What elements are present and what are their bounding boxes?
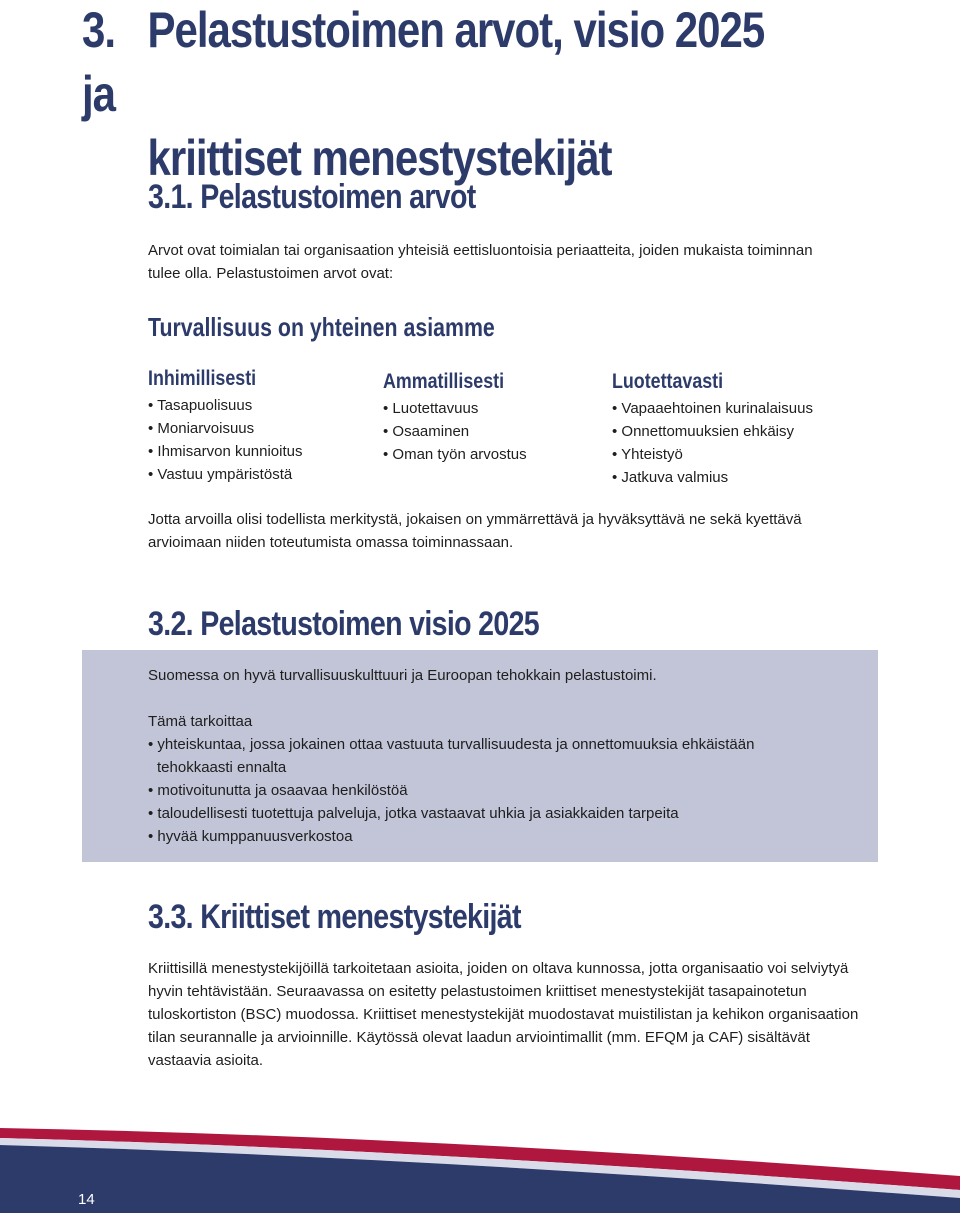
section-heading-vision: 3.2. Pelastustoimen visio 2025 (148, 605, 539, 643)
chapter-title-line1 (82, 0, 804, 126)
vision-content (148, 664, 868, 848)
section-heading-values: 3.1. Pelastustoimen arvot (148, 178, 476, 216)
values-intro-line1: Arvot ovat toimialan tai organisaation yhteisiä eettisluontoisia periaatteita, joiden mukaista toiminnan (148, 242, 813, 259)
section-heading-csf: 3.3. Kriittiset menestystekijät (148, 898, 521, 936)
values-headline: Turvallisuus on yhteinen asiamme (148, 312, 495, 342)
values-list (148, 394, 303, 486)
values-column-professional (383, 369, 527, 466)
values-intro-line2: tulee olla. Pelastustoimen arvot ovat: (148, 265, 394, 282)
value-item: • Oman työn arvostus (383, 443, 527, 466)
chapter-number: 3. (82, 2, 116, 58)
values-closing-line1: Jotta arvoilla olisi todellista merkitystä, jokaisen on ymmärrettävä ja hyväksyttävä ne sekä kyettävä (148, 511, 802, 528)
values-intro (148, 239, 888, 285)
values-closing-line2: arvioimaan niiden toteutumista omassa toiminnassaan. (148, 534, 514, 551)
values-column-title: Ammatillisesti (383, 370, 505, 393)
chapter-title-text-2: kriittiset menestystekijät (147, 130, 612, 186)
chapter-title (82, 0, 804, 190)
csf-line: tuloskortiston (BSC) muodossa. Kriittiset menestystekijät muodostavat muistilistan ja kehikon organisaation (148, 1006, 859, 1023)
csf-line: Kriittisillä menestystekijöillä tarkoitetaan asioita, joiden on oltava kunnossa, jotta organisaatio voi selviytyä (148, 960, 849, 977)
value-item: • Tasapuolisuus (148, 394, 303, 417)
csf-line: vastaavia asioita. (148, 1052, 264, 1069)
vision-box (82, 650, 878, 862)
values-column-title: Inhimillisesti (148, 367, 257, 390)
vision-item: • yhteiskuntaa, jossa jokainen ottaa vastuuta turvallisuudesta ja onnettomuuksia ehkäistään tehokkaasti ennalta (148, 733, 787, 779)
vision-item: • motivoitunutta ja osaavaa henkilöstöä (148, 779, 868, 802)
csf-line: hyvin tehtävistään. Seuraavassa on esitetty pelastustoimen kriittiset menestystekijät tasapainotetun (148, 983, 807, 1000)
value-item: • Vastuu ympäristöstä (148, 463, 303, 486)
page-number: 14 (78, 1191, 95, 1208)
values-list (612, 397, 813, 489)
csf-line: tilan seurannalle ja arvioinnille. Käytössä olevat laadun arviointimallit (mm. EFQM ja CAF) sisältävät (148, 1029, 810, 1046)
values-closing (148, 508, 888, 554)
value-item: • Onnettomuuksien ehkäisy (612, 420, 813, 443)
value-item: • Luotettavuus (383, 397, 527, 420)
vision-statement: Suomessa on hyvä turvallisuuskulttuuri ja Euroopan tehokkain pelastustoimi. (148, 667, 657, 684)
value-item: • Vapaaehtoinen kurinalaisuus (612, 397, 813, 420)
values-column-title: Luotettavasti (612, 370, 724, 393)
csf-paragraph (148, 957, 908, 1072)
vision-list (148, 733, 868, 848)
value-item: • Moniarvoisuus (148, 417, 303, 440)
values-list (383, 397, 527, 466)
vision-item: • taloudellisesti tuotettuja palveluja, jotka vastaavat uhkia ja asiakkaiden tarpeita (148, 802, 868, 825)
value-item: • Ihmisarvon kunnioitus (148, 440, 303, 463)
vision-means-intro: Tämä tarkoittaa (148, 713, 253, 730)
value-item: • Yhteistyö (612, 443, 813, 466)
values-column-reliable (612, 369, 813, 489)
chapter-title-text-1: Pelastustoimen arvot, visio 2025 ja (82, 2, 765, 122)
vision-item: • hyvää kumppanuusverkostoa (148, 825, 868, 848)
footer-band (0, 1120, 960, 1213)
values-column-humane (148, 366, 303, 486)
value-item: • Osaaminen (383, 420, 527, 443)
value-item: • Jatkuva valmius (612, 466, 813, 489)
